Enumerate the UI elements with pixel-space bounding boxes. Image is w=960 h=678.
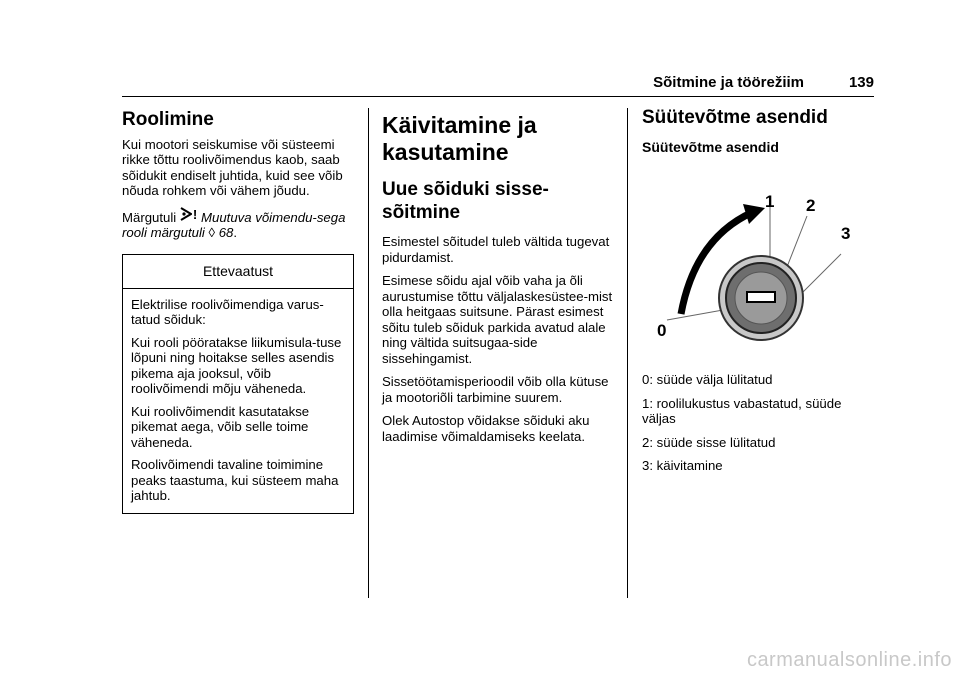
break-in-paragraph: Olek Autostop võidakse sõiduki aku laadimise võimaldamiseks keelata.: [382, 413, 590, 444]
page-header: [122, 66, 874, 97]
key-slot-icon: [747, 292, 775, 302]
column-steering: [122, 108, 356, 514]
watermark: carmanualsonline.info: [746, 649, 952, 671]
position-item: 2: süüde sisse lülitatud: [642, 434, 776, 450]
arrowhead-icon: [743, 204, 765, 224]
steering-warning-icon: !: [180, 207, 197, 223]
ignition-positions-diagram: [645, 190, 865, 350]
indicator-reference: Märgutuli ! Muutuva võimendu-sega rooli märgutuli ◊ 68.: [122, 206, 346, 240]
position-label-1: 1: [765, 192, 775, 211]
column-divider-2: [627, 108, 628, 598]
break-in-paragraph: Esimese sõidu ajal võib vaha ja õli aurustumise tõttu väljalaskesüstee-mist olla heitgaas suitsune. Pärast esimest sõitu tuleb sõiduk parkida avatud alale ning vältida suitsugaa-side sissehingamist.: [382, 273, 613, 366]
starting-heading: Käivitamine ja kasutamine: [382, 112, 537, 165]
page-ref-icon: ◊: [208, 224, 216, 240]
break-in-paragraph: Esimestel sõitudel tuleb vältida tugevat pidurdamist.: [382, 234, 610, 265]
position-item: 1: roolilukustus vabastatud, süüde väljas: [642, 395, 842, 426]
position-label-0: 0: [657, 321, 667, 340]
column-starting: [382, 108, 614, 452]
steering-heading: Roolimine: [122, 109, 214, 130]
caution-paragraph: Roolivõimendi tavaline toimimine peaks taastuma, kui süsteem maha jahtub.: [131, 457, 339, 504]
steering-paragraph: Kui mootori seiskumise või süsteemi rikke tõttu roolivõimendus kaob, saab sõidukit endiselt juhtida, kuid see võib nõuda rohkem või vähem jõudu.: [122, 136, 343, 198]
page-number: 139: [848, 74, 874, 91]
position-item: 3: käivitamine: [642, 458, 723, 473]
column-divider-1: [368, 108, 369, 598]
indicator-page-ref[interactable]: 68: [218, 224, 234, 240]
indicator-link[interactable]: Muutuva võimendu-sega rooli märgutuli: [122, 209, 346, 240]
ignition-heading: Süütevõtme asendid: [642, 107, 828, 128]
break-in-paragraph: Sissetöötamisperioodil võib olla kütuse ja mootoriõli tarbimine suurem.: [382, 374, 609, 405]
caution-box: [122, 254, 354, 514]
caution-paragraph: Kui roolivõimendit kasutatakse pikemat aega, võib selle toime väheneda.: [131, 403, 310, 450]
ignition-position-list: [642, 372, 874, 482]
position-item: 0: süüde välja lülitatud: [642, 372, 773, 387]
column-ignition: [642, 108, 874, 173]
position-label-3: 3: [841, 224, 851, 243]
section-title: Sõitmine ja töörežiim: [653, 74, 804, 91]
position-label-2: 2: [806, 196, 816, 215]
caution-paragraph: Kui rooli pööratakse liikumisula-tuse lõpuni ning hoitakse selles asendis pikema aja jooksul, võib roolivõimendi mõju väheneda.: [131, 334, 342, 397]
caution-title: Ettevaatust: [123, 255, 353, 289]
break-in-heading: Uue sõiduki sisse-sõitmine: [382, 179, 549, 223]
ignition-subheading: Süütevõtme asendid: [642, 138, 779, 155]
caution-paragraph: Elektrilise roolivõimendiga varus-tatud sõiduk:: [131, 296, 324, 328]
